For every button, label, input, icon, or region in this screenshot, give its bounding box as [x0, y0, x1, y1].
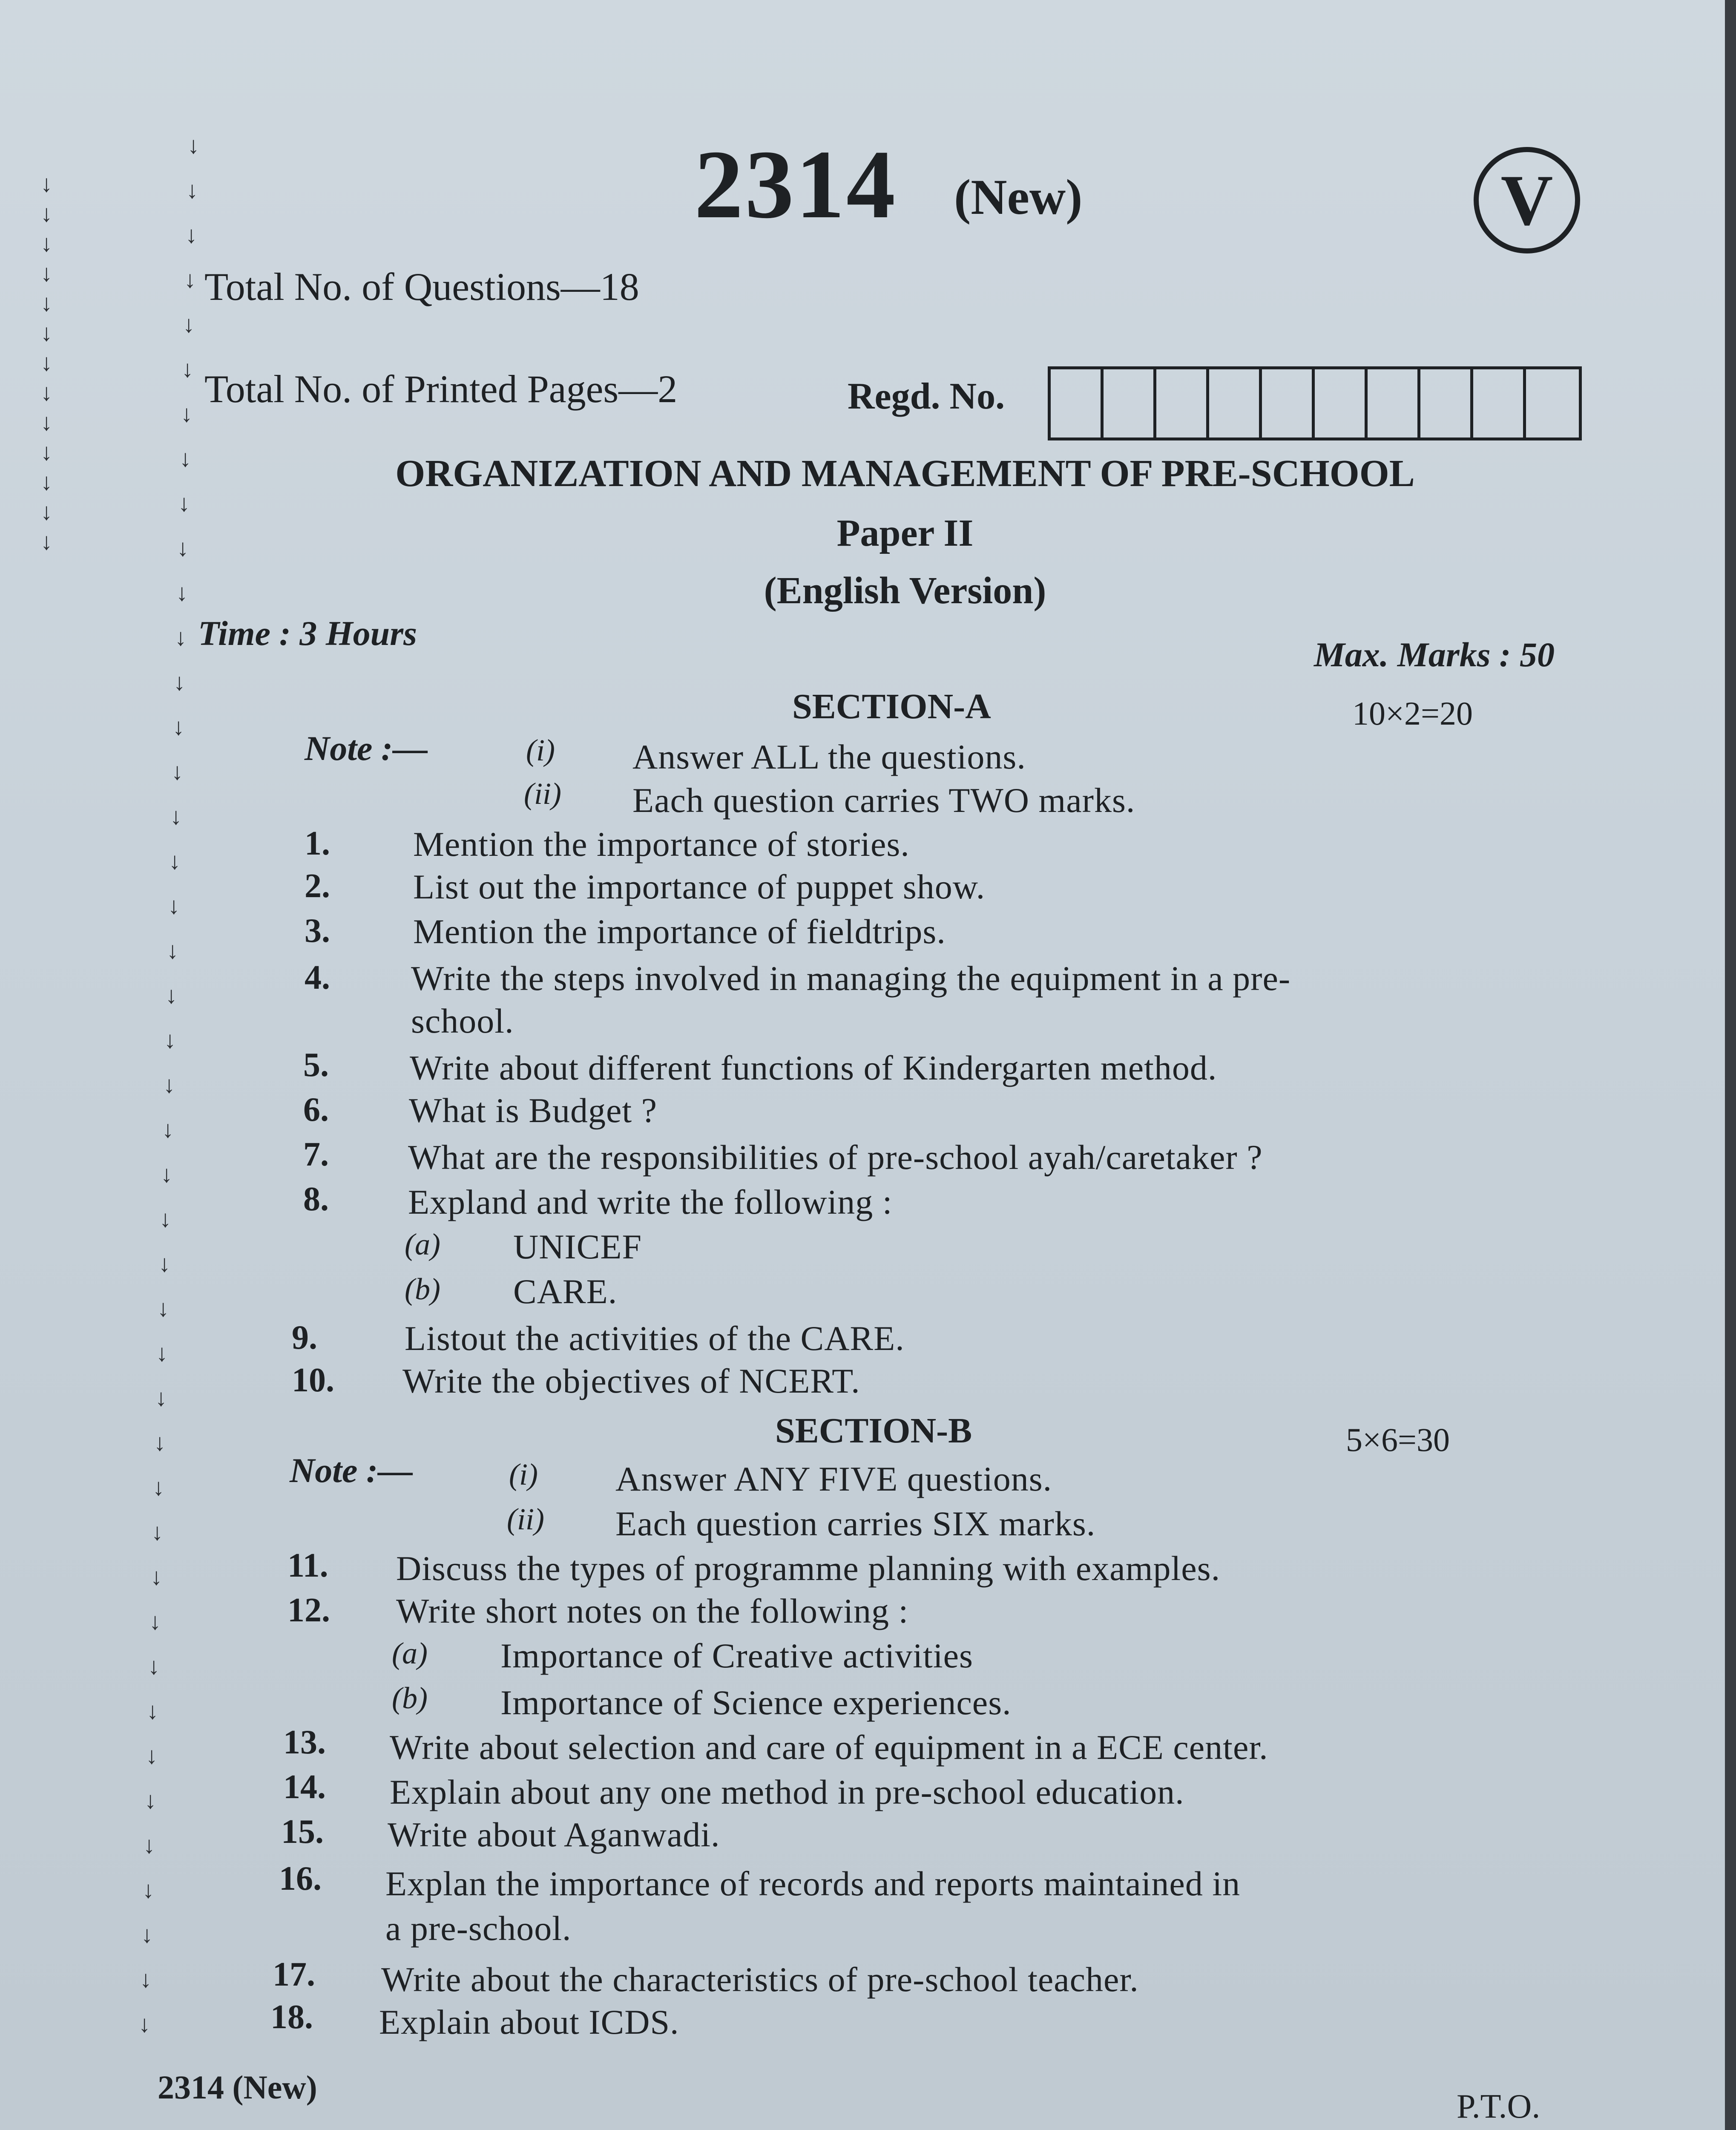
margin-arrow-icon: ↓ [40, 380, 52, 406]
question-number: 9. [292, 1319, 317, 1356]
margin-arrow-icon: ↓ [177, 535, 189, 561]
sub-question-number: (b) [392, 1681, 428, 1715]
question-number: 18. [270, 1998, 313, 2036]
margin-arrow-icon: ↓ [142, 1877, 154, 1903]
question-number: 10. [292, 1361, 334, 1399]
paper-number: Paper II [836, 512, 974, 554]
margin-arrow-icon: ↓ [144, 1787, 156, 1814]
subject-title: ORGANIZATION AND MANAGEMENT OF PRE-SCHOOL [395, 452, 1415, 495]
margin-arrow-icon: ↓ [161, 1161, 172, 1188]
question-number: 1. [305, 825, 330, 862]
regd-digit-box[interactable] [1420, 369, 1473, 438]
regd-digit-box[interactable] [1156, 369, 1209, 438]
question-text-continued: a pre-school. [385, 1909, 572, 1948]
margin-arrow-icon: ↓ [187, 132, 199, 159]
regd-digit-box[interactable] [1473, 369, 1526, 438]
margin-arrow-icon: ↓ [183, 311, 195, 338]
exam-time: Time : 3 Hours [198, 614, 417, 653]
question-number: 6. [303, 1091, 329, 1128]
regd-label: Regd. No. [848, 376, 1005, 417]
sub-question-number: (b) [405, 1272, 440, 1306]
regd-digit-box[interactable] [1104, 369, 1156, 438]
margin-arrow-icon: ↓ [138, 2011, 150, 2038]
margin-arrow-icon: ↓ [181, 401, 193, 427]
version-badge: V [1474, 147, 1580, 253]
margin-arrow-icon: ↓ [147, 1698, 158, 1724]
regd-digit-box[interactable] [1526, 369, 1579, 438]
margin-arrow-icon: ↓ [181, 356, 193, 383]
question-number: 15. [281, 1813, 324, 1851]
question-text-continued: school. [411, 1002, 514, 1040]
margin-arrow-icon: ↓ [170, 803, 182, 830]
margin-arrow-icon: ↓ [178, 490, 190, 517]
margin-arrow-icon: ↓ [185, 222, 197, 248]
margin-arrow-icon: ↓ [40, 350, 52, 376]
question-number: 13. [283, 1724, 326, 1761]
margin-arrow-icon: ↓ [154, 1430, 166, 1456]
question-text: What are the responsibilities of pre-school ayah/caretaker ? [408, 1138, 1263, 1177]
question-number: 4. [305, 959, 330, 996]
margin-arrow-icon: ↓ [152, 1474, 164, 1501]
total-questions: Total No. of Questions—18 [204, 265, 639, 308]
sub-question-number: (a) [405, 1227, 440, 1261]
sub-question-text: UNICEF [513, 1227, 642, 1266]
margin-arrow-icon: ↓ [167, 938, 178, 964]
margin-arrow-icon: ↓ [158, 1251, 170, 1277]
note-num: (ii) [524, 777, 561, 811]
footer-pto: P.T.O. [1457, 2088, 1541, 2125]
question-text: Write about different functions of Kindergarten method. [410, 1048, 1217, 1087]
margin-arrow-icon: ↓ [168, 893, 180, 919]
question-number: 7. [303, 1136, 329, 1173]
margin-arrow-icon: ↓ [171, 759, 183, 785]
margin-arrow-icon: ↓ [150, 1564, 162, 1590]
margin-arrow-icon: ↓ [173, 669, 185, 696]
paper-code: 2314 [694, 130, 897, 239]
margin-arrow-icon: ↓ [140, 1966, 152, 1993]
margin-arrow-icon: ↓ [175, 625, 187, 651]
question-text: Write about the characteristics of pre-school teacher. [381, 1960, 1139, 1999]
question-text: Listout the activities of the CARE. [405, 1319, 905, 1358]
question-text: Write short notes on the following : [396, 1592, 909, 1630]
section-a-marks: 10×2=20 [1352, 695, 1473, 732]
question-number: 16. [279, 1860, 322, 1897]
margin-arrow-icon: ↓ [40, 320, 52, 346]
language-version: (English Version) [764, 570, 1046, 612]
margin-arrow-icon: ↓ [148, 1653, 160, 1680]
question-text: Mention the importance of stories. [413, 825, 910, 864]
question-text: Explain about ICDS. [379, 2003, 679, 2041]
max-marks: Max. Marks : 50 [1314, 635, 1555, 674]
margin-arrow-icon: ↓ [40, 469, 52, 495]
section-b-heading: SECTION-B [775, 1411, 972, 1451]
note-num: (i) [526, 733, 555, 767]
question-text: Write about Aganwadi. [388, 1815, 720, 1854]
margin-arrow-icon: ↓ [40, 409, 52, 436]
note-text: Answer ANY FIVE questions. [615, 1459, 1052, 1498]
margin-arrow-icon: ↓ [157, 1295, 169, 1322]
total-pages: Total No. of Printed Pages—2 [204, 367, 678, 411]
margin-arrow-icon: ↓ [165, 982, 177, 1009]
question-number: 2. [305, 867, 330, 905]
margin-arrow-icon: ↓ [149, 1609, 161, 1635]
margin-arrow-icon: ↓ [172, 714, 184, 740]
sub-question-text: CARE. [513, 1272, 618, 1311]
margin-arrow-icon: ↓ [40, 439, 52, 466]
note-text: Answer ALL the questions. [632, 737, 1026, 776]
sub-question-text: Importance of Creative activities [500, 1636, 973, 1675]
note-num: (i) [509, 1457, 538, 1491]
margin-arrow-icon: ↓ [40, 230, 52, 257]
question-text: What is Budget ? [409, 1091, 658, 1130]
paper-code-suffix: (New) [954, 169, 1083, 225]
section-a-heading: SECTION-A [792, 687, 991, 726]
margin-arrow-icon: ↓ [176, 580, 188, 606]
margin-arrow-icon: ↓ [169, 848, 181, 875]
regd-number-boxes[interactable] [1048, 366, 1582, 440]
question-number: 8. [303, 1180, 329, 1218]
margin-arrow-icon: ↓ [159, 1206, 171, 1232]
margin-arrow-icon: ↓ [40, 290, 52, 317]
margin-arrow-icon: ↓ [146, 1743, 158, 1769]
sub-question-text: Importance of Science experiences. [500, 1683, 1012, 1722]
margin-arrow-icon: ↓ [155, 1385, 167, 1411]
regd-digit-box[interactable] [1368, 369, 1420, 438]
margin-arrow-icon: ↓ [151, 1519, 163, 1546]
margin-arrow-icon: ↓ [156, 1340, 168, 1367]
question-number: 14. [283, 1768, 326, 1806]
margin-arrow-icon: ↓ [162, 1117, 174, 1143]
question-text: Discuss the types of programme planning with examples. [396, 1549, 1221, 1588]
margin-arrow-icon: ↓ [143, 1832, 155, 1859]
margin-arrow-icon: ↓ [40, 529, 52, 555]
question-text: Write the steps involved in managing the equipment in a pre- [411, 959, 1291, 998]
note-text: Each question carries SIX marks. [615, 1504, 1096, 1543]
sub-question-number: (a) [392, 1636, 428, 1670]
footer-paper-code: 2314 (New) [158, 2069, 317, 2106]
margin-arrow-icon: ↓ [40, 260, 52, 287]
note-text: Each question carries TWO marks. [632, 781, 1135, 820]
question-text: Explain about any one method in pre-school education. [390, 1773, 1184, 1811]
margin-arrow-icon: ↓ [186, 177, 198, 204]
regd-digit-box[interactable] [1315, 369, 1368, 438]
question-number: 3. [305, 912, 330, 950]
question-number: 17. [273, 1956, 315, 1993]
question-number: 11. [287, 1547, 328, 1584]
margin-arrow-icon: ↓ [40, 499, 52, 525]
margin-arrow-icon: ↓ [141, 1922, 153, 1948]
note-num: (ii) [507, 1502, 544, 1536]
question-text: Explan the importance of records and reports maintained in [385, 1864, 1241, 1903]
question-text: List out the importance of puppet show. [413, 867, 986, 906]
question-text: Mention the importance of fieldtrips. [413, 912, 946, 951]
margin-arrow-icon: ↓ [40, 201, 52, 227]
question-text: Write the objectives of NCERT. [402, 1361, 860, 1400]
section-b-marks: 5×6=30 [1346, 1421, 1450, 1458]
section-a-note-label: Note :— [305, 729, 428, 768]
margin-arrow-icon: ↓ [40, 171, 52, 197]
margin-arrow-icon: ↓ [184, 267, 196, 293]
question-number: 12. [287, 1592, 330, 1629]
margin-arrow-icon: ↓ [179, 446, 191, 472]
margin-arrow-icon: ↓ [163, 1072, 175, 1098]
question-text: Write about selection and care of equipment in a ECE center. [390, 1728, 1268, 1767]
regd-digit-box[interactable] [1262, 369, 1315, 438]
question-text: Expland and write the following : [408, 1183, 893, 1221]
section-b-note-label: Note :— [290, 1451, 413, 1490]
regd-digit-box[interactable] [1051, 369, 1104, 438]
margin-arrow-icon: ↓ [164, 1027, 176, 1053]
regd-digit-box[interactable] [1209, 369, 1262, 438]
question-number: 5. [303, 1046, 329, 1084]
